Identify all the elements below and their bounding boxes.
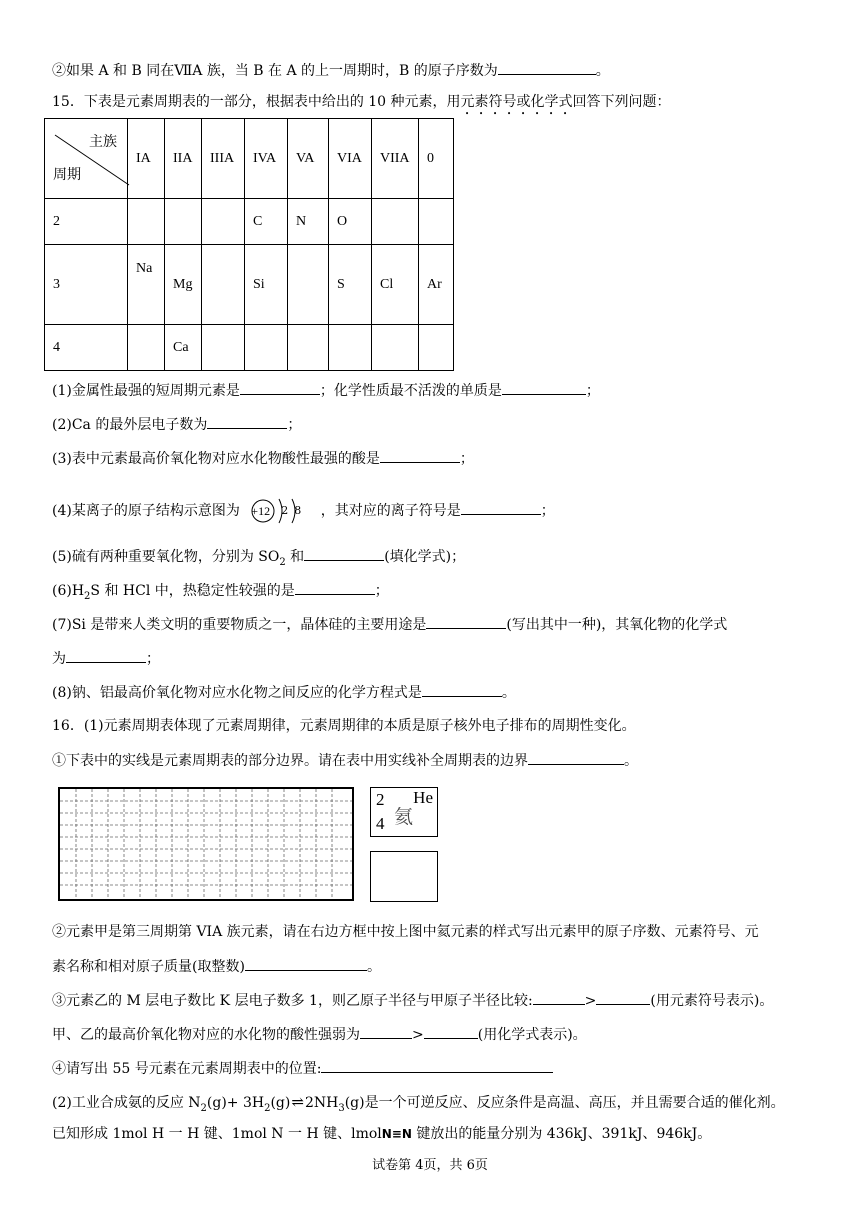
helium-sample-box: [370, 787, 438, 837]
answer-blank[interactable]: [245, 956, 367, 971]
element-cell: [419, 199, 454, 245]
element-cell: [202, 325, 245, 371]
element-cell: [372, 199, 419, 245]
q15-p4: (4)某离子的原子结构示意图为 +12 2 8 ，其对应的离子符号是 ；: [52, 496, 555, 526]
element-cell: N: [288, 199, 329, 245]
element-cell: [202, 245, 245, 325]
element-cell: O: [329, 199, 372, 245]
group-header: IIIA: [202, 119, 245, 199]
element-cell: [128, 325, 165, 371]
element-cell: Si: [245, 245, 288, 325]
element-cell: Na: [128, 245, 165, 325]
answer-blank[interactable]: [295, 580, 375, 595]
nucleus-charge: +12: [251, 504, 271, 518]
group-header: IA: [128, 119, 165, 199]
answer-element-box[interactable]: [370, 851, 438, 902]
element-cell: [288, 245, 329, 325]
answer-blank[interactable]: [240, 380, 320, 395]
answer-blank[interactable]: [461, 500, 541, 515]
periodic-table: [44, 118, 454, 371]
q14-sub2: ②如果 A 和 B 同在ⅦA 族，当 B 在 A 的上一周期时，B 的原子序数为 。: [52, 60, 610, 81]
q15-p2: (2)Ca 的最外层电子数为 ；: [52, 414, 301, 435]
q15-p1: (1)金属性最强的短周期元素是 ；化学性质最不活泼的单质是 ；: [52, 380, 600, 401]
element-cell: [372, 325, 419, 371]
shell-count: 8: [294, 504, 302, 517]
q16-s2-cont: 素名称和相对原子质量(取整数) 。: [52, 956, 381, 977]
answer-blank[interactable]: [380, 448, 460, 463]
q16-p2-cont: 已知形成 1mol H 一 H 键、1mol N 一 H 键、lmolN≡N 键放出的能量分别为 436kJ、391kJ、946kJ。: [52, 1126, 712, 1142]
q15-p3: (3)表中元素最高价氧化物对应水化物酸性最强的酸是 ；: [52, 448, 474, 469]
group-header: IVA: [245, 119, 288, 199]
q16-intro: 16．(1)元素周期表体现了元素周期律，元素周期律的本质是原子核外电子排布的周期性变化。: [52, 718, 636, 734]
answer-blank[interactable]: [596, 990, 650, 1005]
element-cell: [165, 199, 202, 245]
element-cell: [329, 325, 372, 371]
element-cell: Ar: [419, 245, 454, 325]
period-cell: 2: [45, 199, 128, 245]
atomic-mass: 4: [376, 814, 385, 833]
group-header: VIIA: [372, 119, 419, 199]
element-cell: [245, 325, 288, 371]
answer-blank[interactable]: [66, 648, 146, 663]
q15-p7: (7)Si 是带来人类文明的重要物质之一，晶体硅的主要用途是 (写出其中一种)，其氧化物的化学式: [52, 614, 727, 635]
q15-p7-cont: 为 ；: [52, 648, 160, 669]
element-cell: S: [329, 245, 372, 325]
answer-blank[interactable]: [498, 60, 596, 75]
answer-blank[interactable]: [424, 1024, 478, 1039]
group-header: VA: [288, 119, 329, 199]
reversible-arrow-icon: ⇌: [291, 1093, 304, 1111]
q16-s2: ②元素甲是第三周期第 VIA 族元素，请在右边方框中按上图中氦元素的样式写出元素甲的原子序数、元素符号、元: [52, 924, 759, 940]
answer-blank[interactable]: [207, 414, 287, 429]
element-cell: Mg: [165, 245, 202, 325]
q16-p2: (2)工业合成氨的反应 $N_2(g)+$ $3H_2(g)\rightleftharpoons 2NH_3(g)$是一个可逆反应、反应条件是高温、高压，并且需要合适的催化剂。: [52, 1093, 785, 1114]
emphasis-text: 元素符号或化学式: [460, 94, 573, 110]
answer-blank[interactable]: [321, 1058, 553, 1073]
shell-count: 2: [281, 504, 289, 517]
dashed-grid: [60, 789, 352, 899]
group-header: IIA: [165, 119, 202, 199]
q16-s1: ①下表中的实线是元素周期表的部分边界。请在表中用实线补全周期表的边界 。: [52, 750, 638, 771]
element-cell: [202, 199, 245, 245]
table-row: [45, 325, 454, 371]
table-row: [45, 199, 454, 245]
q15-intro: 15．下表是元素周期表的一部分，根据表中给出的 10 种元素，用元素符号或化学式回答下列问题：: [52, 94, 671, 110]
element-cell: [128, 199, 165, 245]
triple-bond: N≡N: [381, 1127, 412, 1141]
answer-blank[interactable]: [426, 614, 506, 629]
answer-blank[interactable]: [528, 750, 624, 765]
periodic-grid-diagram: [58, 787, 354, 901]
period-cell: 4: [45, 325, 128, 371]
table-header-diagonal: 主族 周期: [45, 119, 128, 199]
group-header: VIA: [329, 119, 372, 199]
group-header: 0: [419, 119, 454, 199]
element-cell: C: [245, 199, 288, 245]
answer-blank[interactable]: [502, 380, 586, 395]
q16-s3-cont: 甲、乙的最高价氧化物对应的水化物的酸性强弱为 > (用化学式表示)。: [52, 1024, 587, 1045]
element-symbol: He: [413, 788, 433, 807]
atom-structure-diagram: [248, 496, 312, 526]
element-cell: [419, 325, 454, 371]
q15-p5: (5)硫有两种重要氧化物，分别为 $SO_2$ 和 (填化学式)；: [52, 546, 465, 573]
table-row: [45, 245, 454, 325]
q14-sub2-text: ②如果 A 和 B 同在ⅦA 族，当 B 在 A 的上一周期时，B 的原子序数为: [52, 63, 498, 79]
answer-blank[interactable]: [533, 990, 585, 1005]
atomic-number: 2: [376, 790, 385, 809]
element-cell: [288, 325, 329, 371]
page-footer: 试卷第 4页，共 6页: [372, 1158, 488, 1173]
period-cell: 3: [45, 245, 128, 325]
answer-blank[interactable]: [304, 546, 384, 561]
answer-blank[interactable]: [360, 1024, 412, 1039]
q16-s3: ③元素乙的 M 层电子数比 K 层电子数多 1，则乙原子半径与甲原子半径比较: > (用元素符号表示)。: [52, 990, 773, 1011]
answer-blank[interactable]: [422, 682, 502, 697]
element-cell: Cl: [372, 245, 419, 325]
q15-p6: $(6)H_2S$ 和 HCl 中，热稳定性较强的是 ；: [52, 580, 389, 607]
element-cell: Ca: [165, 325, 202, 371]
q15-p8: (8)钠、铝最高价氧化物对应水化物之间反应的化学方程式是 。: [52, 682, 516, 703]
q16-s4: ④请写出 55 号元素在元素周期表中的位置:: [52, 1058, 553, 1079]
element-name: 氦: [394, 807, 414, 828]
